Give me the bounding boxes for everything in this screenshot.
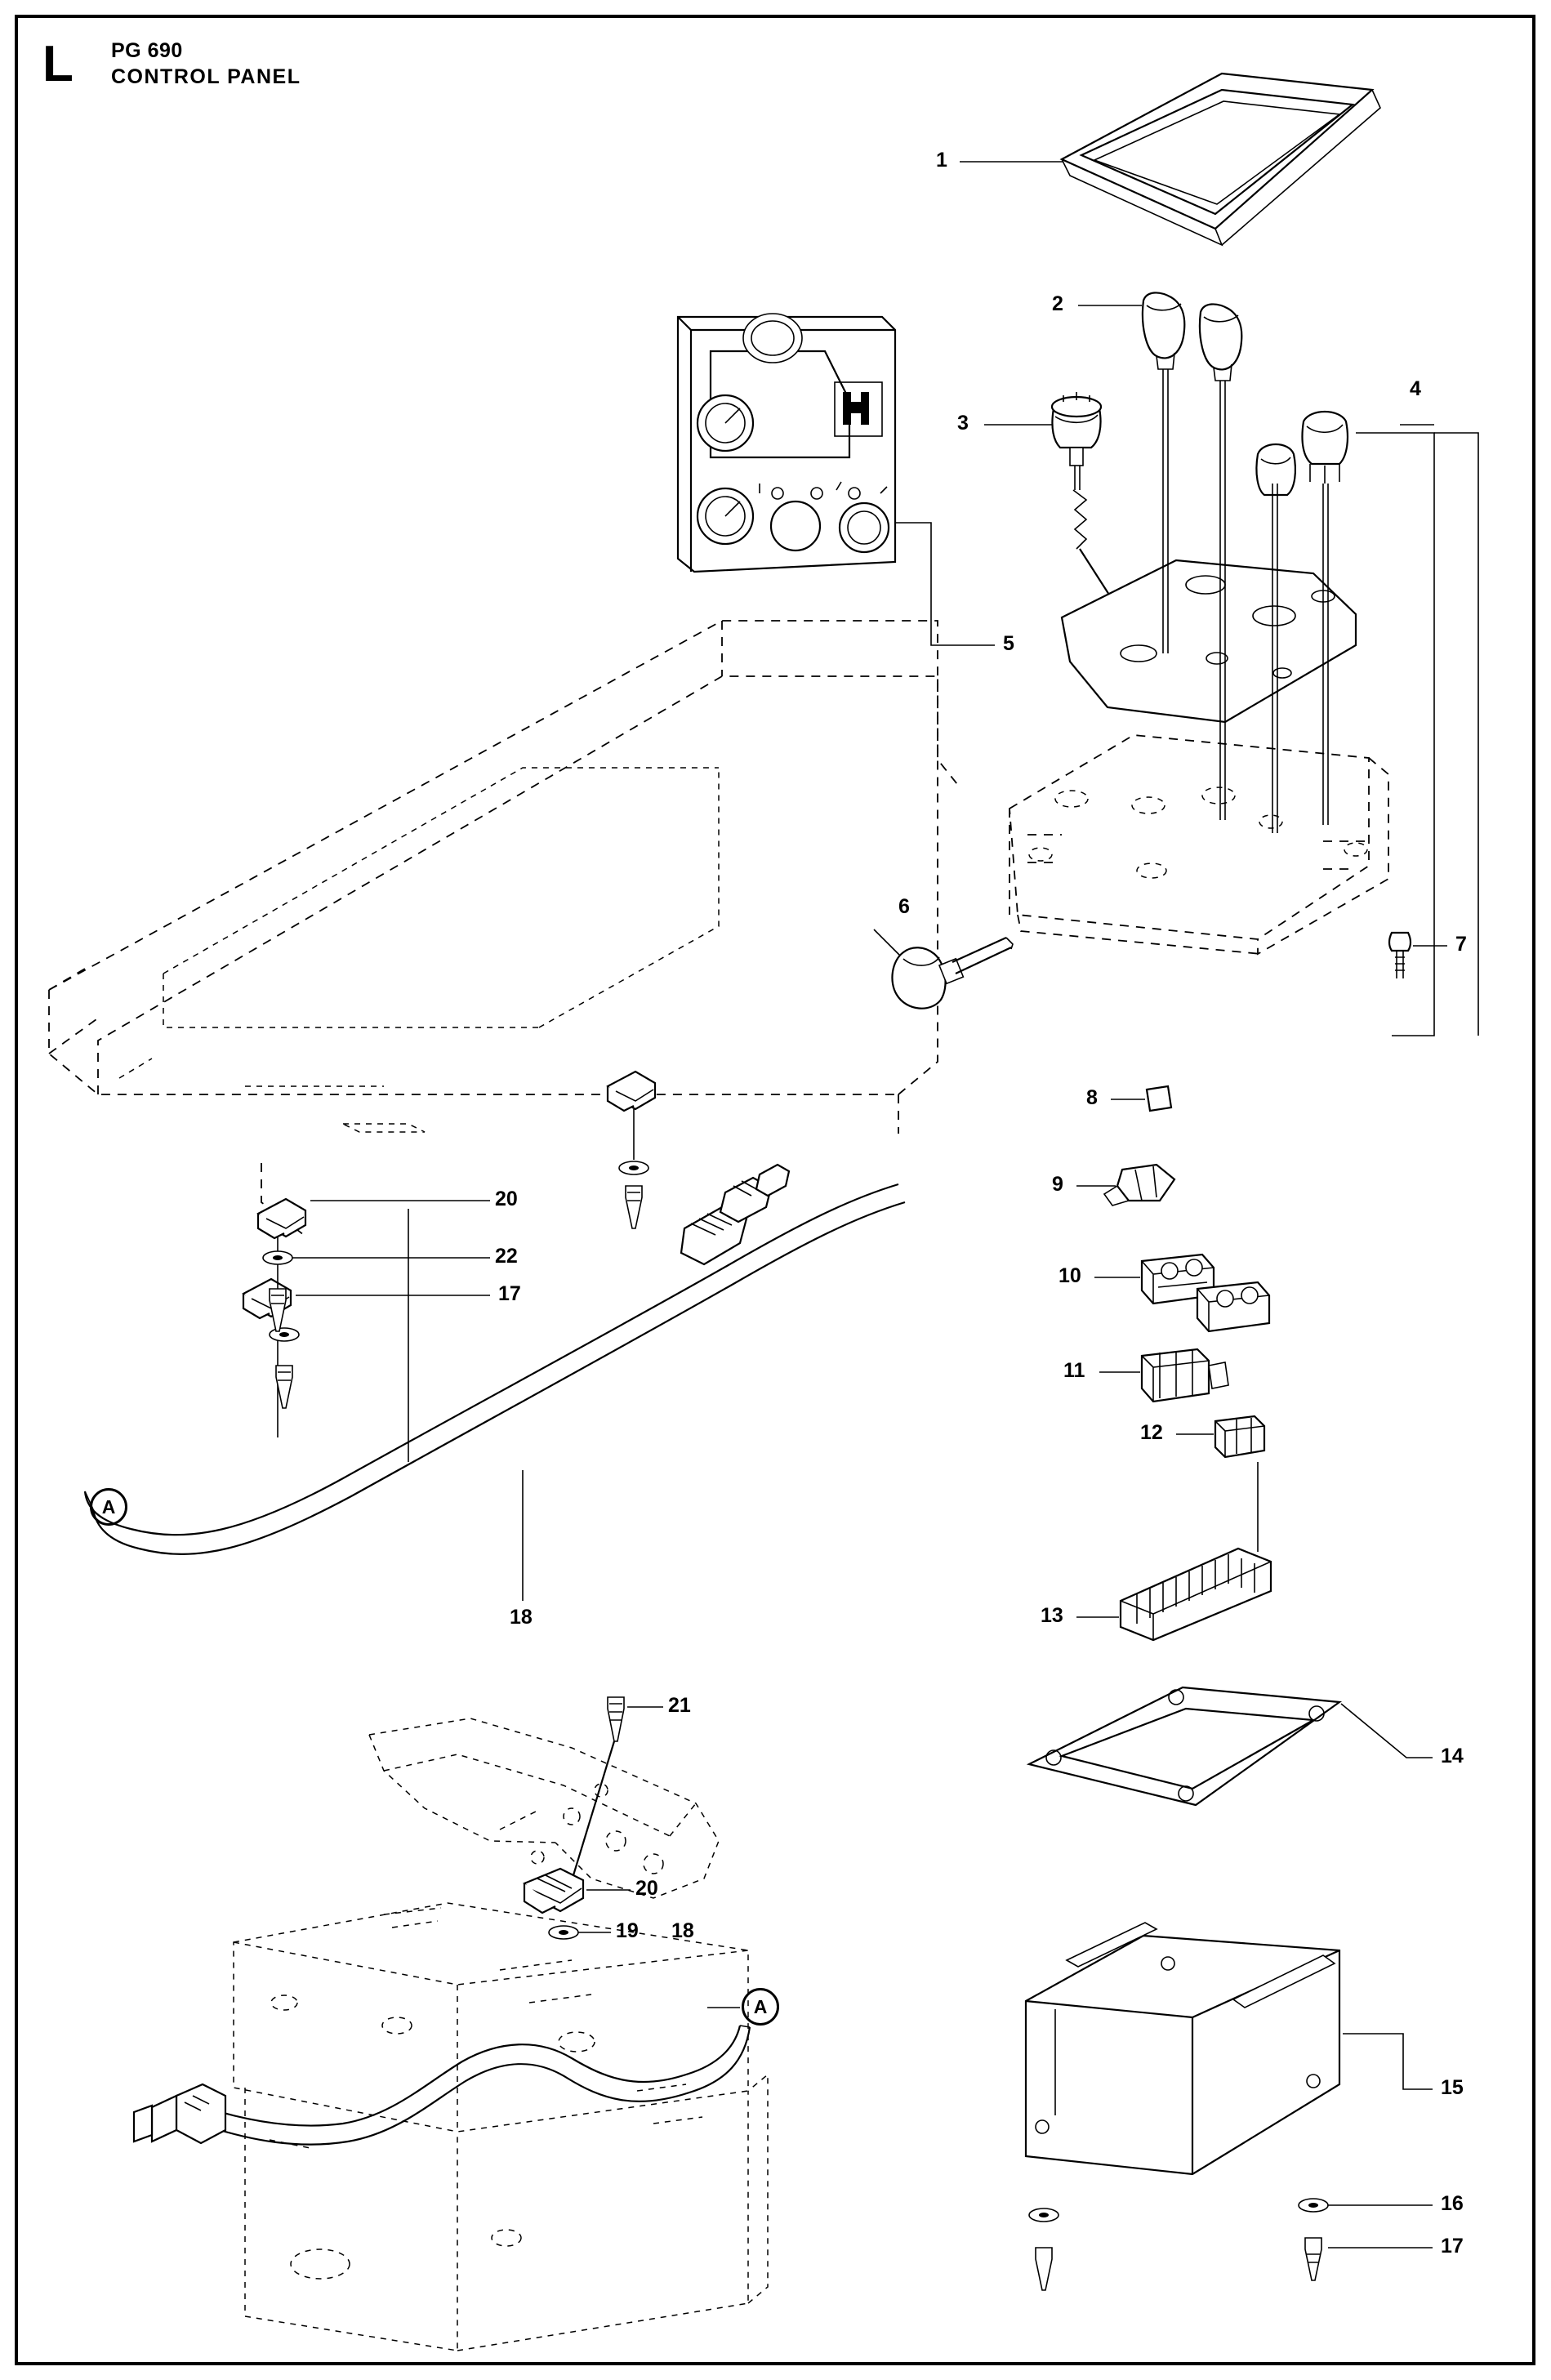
callout-2: 2 [1052, 292, 1063, 315]
callout-1: 1 [936, 149, 947, 172]
callout-20-inset: 20 [635, 1877, 658, 1900]
page-title: CONTROL PANEL [111, 65, 301, 88]
callout-6: 6 [898, 895, 910, 918]
section-letter: L [42, 36, 74, 92]
callout-7: 7 [1455, 933, 1467, 956]
callout-3: 3 [957, 412, 969, 435]
callout-4: 4 [1410, 377, 1421, 400]
callout-21-inset: 21 [668, 1694, 691, 1717]
callout-12: 12 [1140, 1421, 1163, 1444]
callout-9: 9 [1052, 1173, 1063, 1196]
callout-17: 17 [1441, 2235, 1464, 2257]
callout-22: 22 [495, 1245, 518, 1268]
model-title: PG 690 [111, 39, 183, 62]
callout-13: 13 [1041, 1604, 1063, 1627]
callout-20: 20 [495, 1188, 518, 1210]
callout-10: 10 [1059, 1264, 1081, 1287]
callout-17-clamp: 17 [498, 1282, 521, 1305]
callout-14: 14 [1441, 1745, 1464, 1767]
reference-mark-a-main: A [90, 1488, 127, 1526]
callout-15: 15 [1441, 2076, 1464, 2099]
callout-5: 5 [1003, 632, 1014, 655]
callout-16: 16 [1441, 2192, 1464, 2215]
callout-18-inset: 18 [671, 1919, 694, 1942]
callout-11: 11 [1063, 1359, 1085, 1382]
callout-18: 18 [510, 1606, 533, 1629]
callout-8: 8 [1086, 1086, 1098, 1109]
reference-mark-a-inset: A [742, 1988, 779, 2026]
callout-19-inset: 19 [616, 1919, 639, 1942]
